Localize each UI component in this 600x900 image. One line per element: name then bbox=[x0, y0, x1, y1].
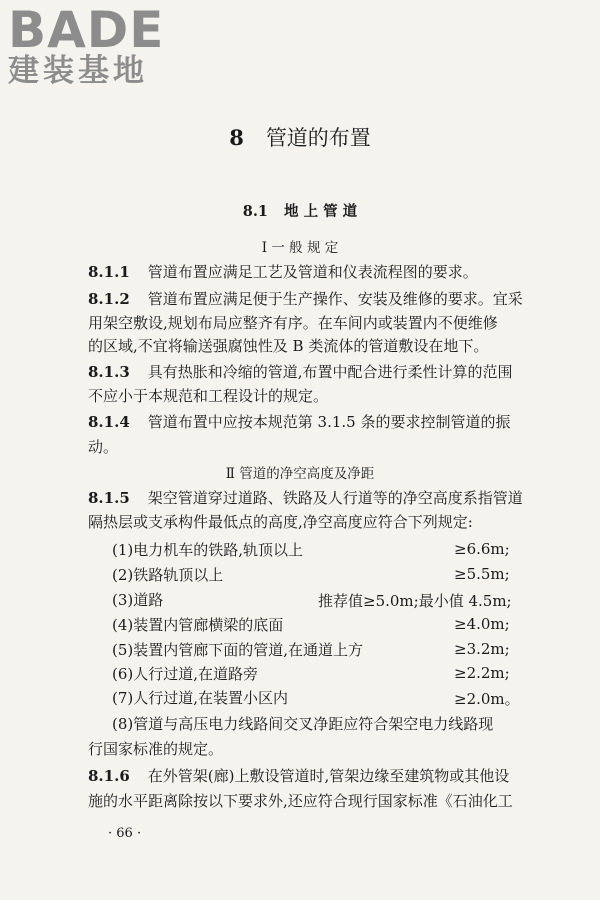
clause-text: 管道布置应满足工艺及管道和仪表流程图的要求。 bbox=[147, 263, 478, 281]
section-heading bbox=[0, 200, 600, 221]
clause-8-1-2 bbox=[88, 287, 523, 311]
clause-text-line: 施的水平距离除按以下要求外,还应符合现行国家标准《石油化工 bbox=[88, 792, 513, 810]
clause-number: 8.1.4 bbox=[88, 413, 130, 431]
watermark-logo bbox=[8, 1, 178, 89]
clearance-item-label: (1)电力机车的铁路,轨顶以上 bbox=[112, 541, 304, 559]
clause-text: 管道布置应满足便于生产操作、安装及维修的要求。宜采 bbox=[147, 290, 523, 308]
clause-number: 8.1.3 bbox=[88, 363, 130, 381]
clearance-item-value: ≥2.0m。 bbox=[454, 690, 520, 708]
clause-text-line: 行国家标准的规定。 bbox=[88, 740, 224, 758]
clause-8-1-5 bbox=[88, 486, 523, 510]
chapter-number: 8 bbox=[229, 125, 244, 150]
clause-text-line: 隔热层或支承构件最低点的高度,净空高度应符合下列规定: bbox=[88, 513, 473, 531]
clearance-item-value: ≥5.5m; bbox=[454, 565, 510, 583]
clause-text: 在外管架(廊)上敷设管道时,管架边缘至建筑物或其他设 bbox=[147, 767, 510, 785]
clause-text-line: 不应小于本规范和工程设计的规定。 bbox=[88, 387, 329, 405]
clearance-item-value: ≥3.2m; bbox=[454, 640, 510, 658]
subheading-general: Ⅰ 一 般 规 定 bbox=[261, 240, 339, 256]
clearance-item-label: (4)装置内管廊横梁的底面 bbox=[112, 616, 284, 634]
clause-text: 架空管道穿过道路、铁路及人行道等的净空高度系指管道 bbox=[147, 489, 523, 507]
section-title: 地 上 管 道 bbox=[284, 203, 358, 220]
clause-number: 8.1.2 bbox=[88, 290, 130, 308]
clearance-item-label: (6)人行过道,在道路旁 bbox=[112, 665, 259, 683]
clearance-item-value-range: 推荐值≥5.0m;最小值 4.5m; bbox=[318, 592, 512, 610]
clause-number: 8.1.1 bbox=[88, 263, 130, 281]
chapter-title-text: 管道的布置 bbox=[265, 126, 371, 150]
clearance-item-8: (8)管道与高压电力线路间交叉净距应符合架空电力线路现 bbox=[112, 715, 494, 733]
page-number: · 66 · bbox=[108, 826, 142, 841]
clearance-item-label: (2)铁路轨顶以上 bbox=[112, 566, 224, 584]
chapter-title bbox=[0, 122, 600, 152]
clause-8-1-1 bbox=[88, 260, 478, 284]
clause-text-line: 用架空敷设,规划布局应整齐有序。在车间内或装置内不便维修 bbox=[88, 314, 498, 332]
clearance-item-label: (5)装置内管廊下面的管道,在通道上方 bbox=[112, 641, 364, 659]
clause-text: 具有热胀和冷缩的管道,布置中配合进行柔性计算的范围 bbox=[147, 363, 513, 381]
section-number: 8.1 bbox=[242, 203, 269, 220]
subheading-clearance: Ⅱ 管道的净空高度及净距 bbox=[225, 466, 375, 482]
clause-8-1-3 bbox=[88, 360, 513, 384]
clearance-item-label: (7)人行过道,在装置小区内 bbox=[112, 689, 289, 707]
clearance-item-value: ≥4.0m; bbox=[454, 615, 510, 633]
clause-text: 管道布置中应按本规范第 3.1.5 条的要求控制管道的振 bbox=[147, 413, 511, 431]
clause-number: 8.1.6 bbox=[88, 767, 130, 785]
clause-8-1-6 bbox=[88, 764, 509, 788]
clearance-item-value: ≥6.6m; bbox=[454, 540, 510, 558]
clause-text-line: 动。 bbox=[88, 438, 119, 456]
clause-number: 8.1.5 bbox=[88, 489, 130, 507]
clause-8-1-4 bbox=[88, 410, 510, 434]
logo-subtitle: 建装基地 bbox=[8, 53, 148, 89]
logo-text: BADE bbox=[8, 1, 165, 59]
clearance-item-label: (3)道路 bbox=[112, 591, 164, 609]
clause-text-line: 的区域,不宜将输送强腐蚀性及 B 类流体的管道敷设在地下。 bbox=[88, 337, 489, 355]
clearance-item-value: ≥2.2m; bbox=[454, 664, 510, 682]
